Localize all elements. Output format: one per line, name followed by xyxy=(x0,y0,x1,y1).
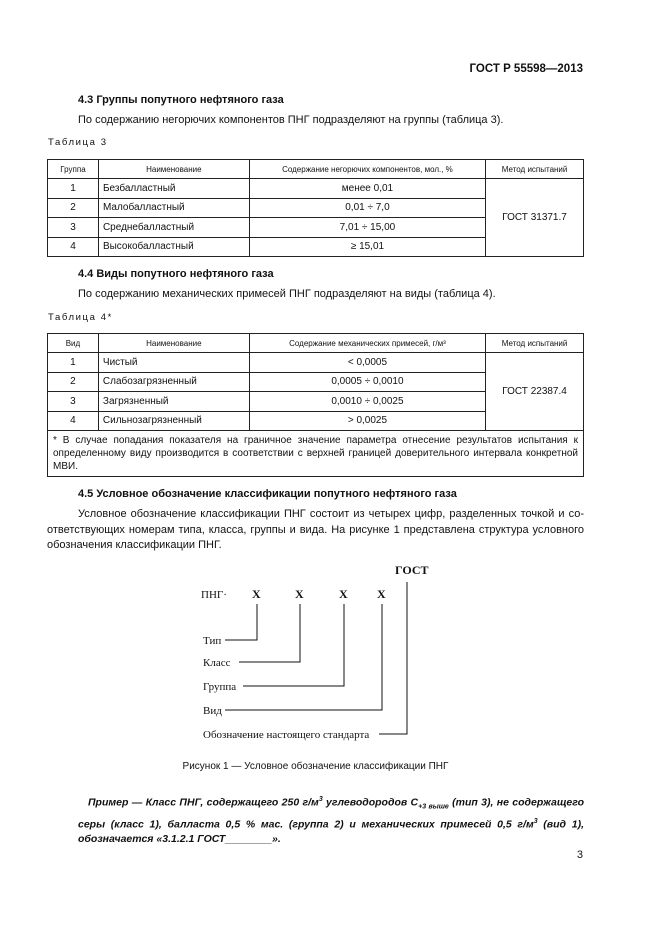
example-part1: Пример — Класс ПНГ, содержащего 250 г/м xyxy=(88,796,319,809)
cell-name: Чистый xyxy=(98,353,249,373)
label-class: Класс xyxy=(203,657,231,669)
digit-type-x: X xyxy=(252,587,261,601)
section-4-4-heading: 4.4 Виды попутного нефтяного газа xyxy=(78,268,274,280)
section-4-4-text: По содержанию механических примесей ПНГ подразделяют на виды (таблица 4). xyxy=(78,288,496,300)
cell-name: Среднебалластный xyxy=(98,218,249,238)
figure-caption: Рисунок 1 — Условное обозначение классификации ПНГ xyxy=(182,761,449,772)
connector-tip xyxy=(225,604,257,640)
cell-content: < 0,0005 xyxy=(249,353,485,373)
example-paragraph xyxy=(78,793,584,847)
document-code: ГОСТ Р 55598—2013 xyxy=(469,63,583,75)
table-footnote: * В случае попадания показателя на граничное значение параметра отнесение результатов испытания к определенному виду производится в соответствии с верхней границей доверительного интервала конкретной МВИ. xyxy=(48,431,584,477)
cell-group: 1 xyxy=(48,179,99,199)
table-header-row xyxy=(48,334,584,353)
cell-content: 7,01 ÷ 15,00 xyxy=(249,218,485,238)
section-4-5-text: Условное обозначение классификации ПНГ состоит из четырех цифр, разделенных точкой и со-ответствующих номерам типа, класса, группы и вида. На рисунке 1 представлена структура условного обозначения классификации ПНГ. xyxy=(47,508,584,551)
page-number: 3 xyxy=(576,849,583,861)
cell-type: 1 xyxy=(48,353,99,373)
digit-type2-x: X xyxy=(377,587,386,601)
column-header: Наименование xyxy=(98,160,249,179)
label-tip: Тип xyxy=(203,635,222,647)
example-part3: (тип 3), не содержащего серы (класс 1), балласта 0,5 % мас. (группа 2) и механических примесей 0,5 г/м xyxy=(78,796,585,831)
cell-content: менее 0,01 xyxy=(249,179,485,199)
cell-group: 3 xyxy=(48,218,99,238)
connector-standard xyxy=(379,582,407,734)
cell-content: 0,0005 ÷ 0,0010 xyxy=(249,372,485,392)
connector-group xyxy=(243,604,344,686)
table-row xyxy=(48,179,584,199)
cell-content: 0,01 ÷ 7,0 xyxy=(249,198,485,218)
label-standard: Обозначение настоящего стандарта xyxy=(203,729,370,741)
cell-group: 4 xyxy=(48,237,99,257)
column-header: Вид xyxy=(48,334,99,353)
table-4 xyxy=(47,333,584,477)
cell-type: 2 xyxy=(48,372,99,392)
section-4-5-heading: 4.5 Условное обозначение классификации попутного нефтяного газа xyxy=(78,488,457,500)
example-part4: (вид 1), обозначается «3.1.2.1 ГОСТ________». xyxy=(78,818,584,846)
table-footnote-row xyxy=(48,431,584,477)
cell-group: 2 xyxy=(48,198,99,218)
cell-method: ГОСТ 22387.4 xyxy=(486,353,584,431)
example-sup2: 3 xyxy=(533,818,538,826)
connector-class xyxy=(239,604,300,662)
label-vid: Вид xyxy=(203,705,222,717)
cell-type: 4 xyxy=(48,411,99,431)
table-row xyxy=(48,353,584,373)
table-4-caption: Таблица 4* xyxy=(48,312,113,323)
label-group: Группа xyxy=(203,681,237,693)
table-3 xyxy=(47,159,584,257)
cell-name: Высокобалластный xyxy=(98,237,249,257)
cell-content: > 0,0025 xyxy=(249,411,485,431)
column-header: Наименование xyxy=(98,334,249,353)
column-header: Метод испытаний xyxy=(486,334,584,353)
cell-name: Малобалластный xyxy=(98,198,249,218)
digit-class-x: X xyxy=(295,587,304,601)
section-4-3-heading: 4.3 Группы попутного нефтяного газа xyxy=(78,94,284,106)
section-4-3-text: По содержанию негорючих компонентов ПНГ подразделяют на группы (таблица 3). xyxy=(78,114,504,126)
cell-content: 0,0010 ÷ 0,0025 xyxy=(249,392,485,412)
cell-name: Слабозагрязненный xyxy=(98,372,249,392)
classification-diagram xyxy=(195,558,445,748)
png-label: ПНГ· xyxy=(201,589,227,601)
example-sub1: +3 выше xyxy=(418,803,449,811)
table-header-row xyxy=(48,160,584,179)
column-header: Содержание негорючих компонентов, мол., % xyxy=(249,160,485,179)
example-sup1: 3 xyxy=(318,796,323,803)
cell-content: ≥ 15,01 xyxy=(249,237,485,257)
cell-type: 3 xyxy=(48,392,99,412)
cell-name: Загрязненный xyxy=(98,392,249,412)
digit-group-x: X xyxy=(339,587,348,601)
column-header: Метод испытаний xyxy=(486,160,584,179)
cell-method: ГОСТ 31371.7 xyxy=(486,179,584,257)
cell-name: Сильнозагрязненный xyxy=(98,411,249,431)
column-header: Содержание механических примесей, г/м³ xyxy=(249,334,485,353)
example-part2: углеводородов С xyxy=(322,796,419,809)
connector-vid xyxy=(225,604,382,710)
column-header: Группа xyxy=(48,160,99,179)
gost-label: ГОСТ xyxy=(395,563,429,577)
table-3-caption: Таблица 3 xyxy=(48,137,108,148)
cell-name: Безбалластный xyxy=(98,179,249,199)
